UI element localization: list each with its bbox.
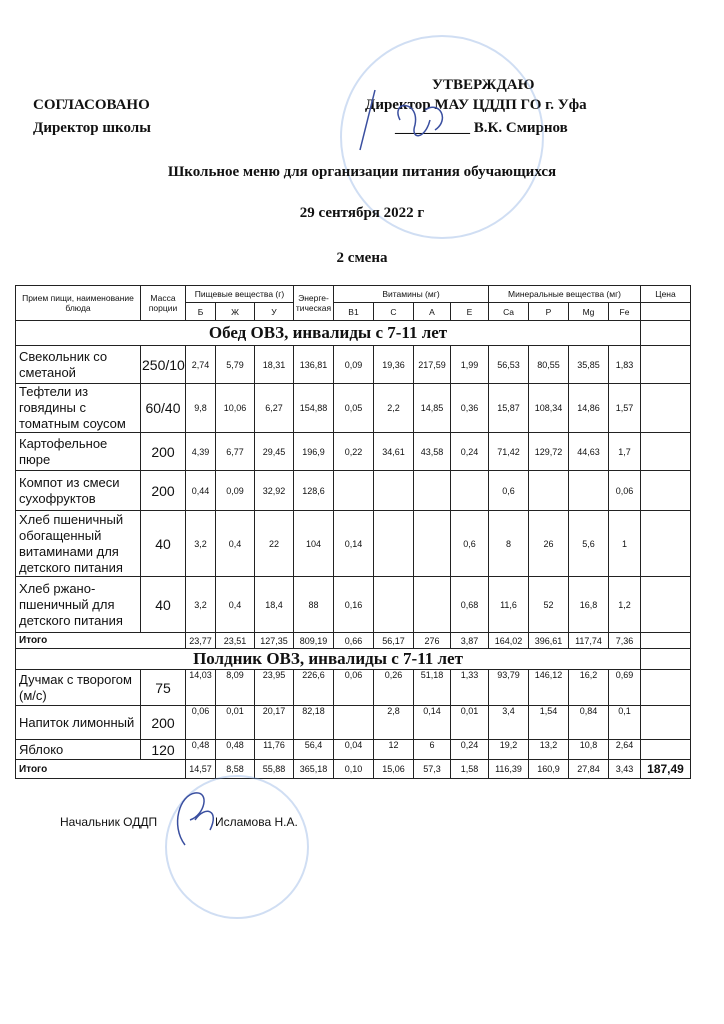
- total-value: 55,88: [255, 760, 294, 779]
- value-cell: 146,12: [529, 670, 569, 706]
- portion-mass: 75: [141, 670, 186, 706]
- footer-name: Исламова Н.А.: [215, 815, 298, 829]
- price-cell: [641, 740, 691, 760]
- value-cell: 0,24: [451, 740, 489, 760]
- subheader-price-empty: [641, 303, 691, 321]
- table-row: [16, 511, 691, 577]
- value-cell: 0,06: [334, 670, 374, 706]
- value-cell: 1,2: [609, 577, 641, 633]
- value-cell: 0,16: [334, 577, 374, 633]
- header-nutrients: Пищевые вещества (г): [186, 286, 294, 303]
- value-cell: 0,68: [451, 577, 489, 633]
- table-row: [16, 384, 691, 433]
- total-value: 3,43: [609, 760, 641, 779]
- price-cell: [641, 433, 691, 471]
- value-cell: 3,2: [186, 577, 216, 633]
- total-value: 23,51: [216, 633, 255, 649]
- value-cell: 0,24: [451, 433, 489, 471]
- value-cell: 56,53: [489, 346, 529, 384]
- value-cell: 1: [609, 511, 641, 577]
- value-cell: 2,74: [186, 346, 216, 384]
- total-value: 276: [414, 633, 451, 649]
- total-value: 365,18: [294, 760, 334, 779]
- value-cell: 0,22: [334, 433, 374, 471]
- table-row: [16, 577, 691, 633]
- value-cell: 22: [255, 511, 294, 577]
- value-cell: 56,4: [294, 740, 334, 760]
- value-cell: 1,7: [609, 433, 641, 471]
- total-value: 7,36: [609, 633, 641, 649]
- dish-name: Хлеб пшеничный обогащенный витаминами для детского питания: [16, 511, 141, 577]
- price-cell: [641, 670, 691, 706]
- table-row: [16, 706, 691, 740]
- section-header-row: [16, 321, 691, 346]
- subheader-6: Е: [451, 303, 489, 321]
- table-row: [16, 740, 691, 760]
- total-value: 8,58: [216, 760, 255, 779]
- value-cell: 136,81: [294, 346, 334, 384]
- value-cell: [374, 577, 414, 633]
- value-cell: 11,76: [255, 740, 294, 760]
- value-cell: 93,79: [489, 670, 529, 706]
- dish-name: Компот из смеси сухофруктов: [16, 471, 141, 511]
- value-cell: [529, 471, 569, 511]
- total-row: [16, 633, 691, 649]
- header-energy: Энерге-тическая: [294, 286, 334, 321]
- subheader-5: А: [414, 303, 451, 321]
- value-cell: 9,8: [186, 384, 216, 433]
- value-cell: 0,6: [451, 511, 489, 577]
- value-cell: 35,85: [569, 346, 609, 384]
- price-cell: [641, 471, 691, 511]
- subheader-8: P: [529, 303, 569, 321]
- director-title: Директор МАУ ЦДДП ГО г. Уфа: [365, 97, 587, 113]
- value-cell: 2,2: [374, 384, 414, 433]
- dish-name: Тефтели из говядины с томатным соусом: [16, 384, 141, 433]
- value-cell: 2,64: [609, 740, 641, 760]
- price-cell: [641, 649, 691, 670]
- value-cell: 3,4: [489, 706, 529, 740]
- value-cell: 8,09: [216, 670, 255, 706]
- value-cell: 19,36: [374, 346, 414, 384]
- total-value: 116,39: [489, 760, 529, 779]
- value-cell: 0,09: [216, 471, 255, 511]
- total-label: Итого: [16, 760, 186, 779]
- value-cell: 34,61: [374, 433, 414, 471]
- value-cell: 5,6: [569, 511, 609, 577]
- value-cell: 1,83: [609, 346, 641, 384]
- total-value: 117,74: [569, 633, 609, 649]
- value-cell: 1,54: [529, 706, 569, 740]
- total-value: 56,17: [374, 633, 414, 649]
- total-value: 14,57: [186, 760, 216, 779]
- value-cell: 128,6: [294, 471, 334, 511]
- value-cell: 10,06: [216, 384, 255, 433]
- value-cell: 0,04: [334, 740, 374, 760]
- total-value: 15,06: [374, 760, 414, 779]
- value-cell: 0,14: [414, 706, 451, 740]
- value-cell: 154,88: [294, 384, 334, 433]
- header-mass: Масса порции: [141, 286, 186, 321]
- section-title: Полдник ОВЗ, инвалиды с 7-11 лет: [16, 649, 641, 670]
- subheader-2: У: [255, 303, 294, 321]
- value-cell: 32,92: [255, 471, 294, 511]
- value-cell: 29,45: [255, 433, 294, 471]
- value-cell: 80,55: [529, 346, 569, 384]
- price-cell: [641, 706, 691, 740]
- value-cell: 0,69: [609, 670, 641, 706]
- dish-name: Дучмак с творогом (м/с): [16, 670, 141, 706]
- portion-mass: 120: [141, 740, 186, 760]
- subheader-4: С: [374, 303, 414, 321]
- value-cell: 0,01: [216, 706, 255, 740]
- document-title: Школьное меню для организации питания обучающихся: [167, 164, 557, 180]
- value-cell: 71,42: [489, 433, 529, 471]
- portion-mass: 200: [141, 471, 186, 511]
- value-cell: 0,26: [374, 670, 414, 706]
- total-price: 187,49: [641, 760, 691, 779]
- value-cell: 6,77: [216, 433, 255, 471]
- portion-mass: 60/40: [141, 384, 186, 433]
- value-cell: 8: [489, 511, 529, 577]
- value-cell: 13,2: [529, 740, 569, 760]
- value-cell: 0,06: [609, 471, 641, 511]
- subheader-0: Б: [186, 303, 216, 321]
- value-cell: 226,6: [294, 670, 334, 706]
- dish-name: Хлеб ржано-пшеничный для детского питания: [16, 577, 141, 633]
- price-cell: [641, 384, 691, 433]
- total-value: 0,66: [334, 633, 374, 649]
- section-header-row: [16, 649, 691, 670]
- value-cell: 5,79: [216, 346, 255, 384]
- value-cell: 2,8: [374, 706, 414, 740]
- value-cell: [334, 471, 374, 511]
- menu-table: [15, 285, 691, 779]
- subheader-9: Mg: [569, 303, 609, 321]
- value-cell: 14,86: [569, 384, 609, 433]
- subheader-1: Ж: [216, 303, 255, 321]
- subheader-10: Fe: [609, 303, 641, 321]
- value-cell: 23,95: [255, 670, 294, 706]
- portion-mass: 250/10: [141, 346, 186, 384]
- footer-signature: [165, 785, 225, 855]
- value-cell: 1,57: [609, 384, 641, 433]
- value-cell: 196,9: [294, 433, 334, 471]
- value-cell: 20,17: [255, 706, 294, 740]
- total-value: 160,9: [529, 760, 569, 779]
- value-cell: [414, 577, 451, 633]
- total-value: 23,77: [186, 633, 216, 649]
- value-cell: 12: [374, 740, 414, 760]
- value-cell: 16,8: [569, 577, 609, 633]
- header-name: Прием пищи, наименование блюда: [16, 286, 141, 321]
- value-cell: 11,6: [489, 577, 529, 633]
- footer-position: Начальник ОДДП: [60, 815, 158, 829]
- value-cell: 0,4: [216, 511, 255, 577]
- total-label: Итого: [16, 633, 186, 649]
- value-cell: 16,2: [569, 670, 609, 706]
- total-value: 396,61: [529, 633, 569, 649]
- value-cell: 18,4: [255, 577, 294, 633]
- header-price: Цена: [641, 286, 691, 303]
- director-signature: [330, 80, 470, 160]
- value-cell: 51,18: [414, 670, 451, 706]
- value-cell: 0,09: [334, 346, 374, 384]
- value-cell: 0,05: [334, 384, 374, 433]
- price-cell: [641, 346, 691, 384]
- table-row: [16, 670, 691, 706]
- total-price: [641, 633, 691, 649]
- total-value: 0,10: [334, 760, 374, 779]
- table-row: [16, 433, 691, 471]
- total-value: 809,19: [294, 633, 334, 649]
- table-row: [16, 346, 691, 384]
- value-cell: 1,99: [451, 346, 489, 384]
- value-cell: 0,36: [451, 384, 489, 433]
- total-value: 57,3: [414, 760, 451, 779]
- value-cell: 44,63: [569, 433, 609, 471]
- total-value: 3,87: [451, 633, 489, 649]
- value-cell: [334, 706, 374, 740]
- portion-mass: 40: [141, 577, 186, 633]
- value-cell: 217,59: [414, 346, 451, 384]
- value-cell: 52: [529, 577, 569, 633]
- total-row: [16, 760, 691, 779]
- value-cell: 0,48: [216, 740, 255, 760]
- total-value: 27,84: [569, 760, 609, 779]
- subheader-7: Ca: [489, 303, 529, 321]
- value-cell: [414, 471, 451, 511]
- value-cell: 88: [294, 577, 334, 633]
- value-cell: 82,18: [294, 706, 334, 740]
- value-cell: 0,4: [216, 577, 255, 633]
- value-cell: 0,14: [334, 511, 374, 577]
- dish-name: Свекольник со сметаной: [16, 346, 141, 384]
- dish-name: Яблоко: [16, 740, 141, 760]
- school-director-label: Директор школы: [33, 120, 151, 136]
- table-row: [16, 471, 691, 511]
- approved-by-label: СОГЛАСОВАНО: [33, 97, 150, 113]
- header-vitamins: Витамины (мг): [334, 286, 489, 303]
- portion-mass: 200: [141, 706, 186, 740]
- value-cell: 4,39: [186, 433, 216, 471]
- value-cell: 19,2: [489, 740, 529, 760]
- value-cell: 3,2: [186, 511, 216, 577]
- value-cell: 14,03: [186, 670, 216, 706]
- value-cell: 0,1: [609, 706, 641, 740]
- subheader-3: В1: [334, 303, 374, 321]
- portion-mass: 40: [141, 511, 186, 577]
- shift-label: 2 смена: [336, 250, 388, 266]
- value-cell: 0,84: [569, 706, 609, 740]
- value-cell: 14,85: [414, 384, 451, 433]
- approve-label: УТВЕРЖДАЮ: [432, 77, 535, 93]
- total-value: 127,35: [255, 633, 294, 649]
- price-cell: [641, 511, 691, 577]
- value-cell: 0,01: [451, 706, 489, 740]
- value-cell: 18,31: [255, 346, 294, 384]
- document-date: 29 сентября 2022 г: [299, 205, 425, 221]
- value-cell: 0,6: [489, 471, 529, 511]
- value-cell: 10,8: [569, 740, 609, 760]
- header-minerals: Минеральные вещества (мг): [489, 286, 641, 303]
- value-cell: 15,87: [489, 384, 529, 433]
- value-cell: 0,48: [186, 740, 216, 760]
- value-cell: 26: [529, 511, 569, 577]
- value-cell: 108,34: [529, 384, 569, 433]
- value-cell: [374, 471, 414, 511]
- value-cell: [374, 511, 414, 577]
- portion-mass: 200: [141, 433, 186, 471]
- value-cell: 6: [414, 740, 451, 760]
- value-cell: 0,44: [186, 471, 216, 511]
- dish-name: Напиток лимонный: [16, 706, 141, 740]
- value-cell: [414, 511, 451, 577]
- value-cell: [451, 471, 489, 511]
- price-cell: [641, 577, 691, 633]
- value-cell: 43,58: [414, 433, 451, 471]
- total-value: 164,02: [489, 633, 529, 649]
- price-cell: [641, 321, 691, 346]
- value-cell: 129,72: [529, 433, 569, 471]
- value-cell: 1,33: [451, 670, 489, 706]
- value-cell: 104: [294, 511, 334, 577]
- total-value: 1,58: [451, 760, 489, 779]
- director-signature-line: __________ В.К. Смирнов: [395, 120, 568, 136]
- section-title: Обед ОВЗ, инвалиды с 7-11 лет: [16, 321, 641, 346]
- value-cell: 0,06: [186, 706, 216, 740]
- value-cell: [569, 471, 609, 511]
- value-cell: 6,27: [255, 384, 294, 433]
- dish-name: Картофельное пюре: [16, 433, 141, 471]
